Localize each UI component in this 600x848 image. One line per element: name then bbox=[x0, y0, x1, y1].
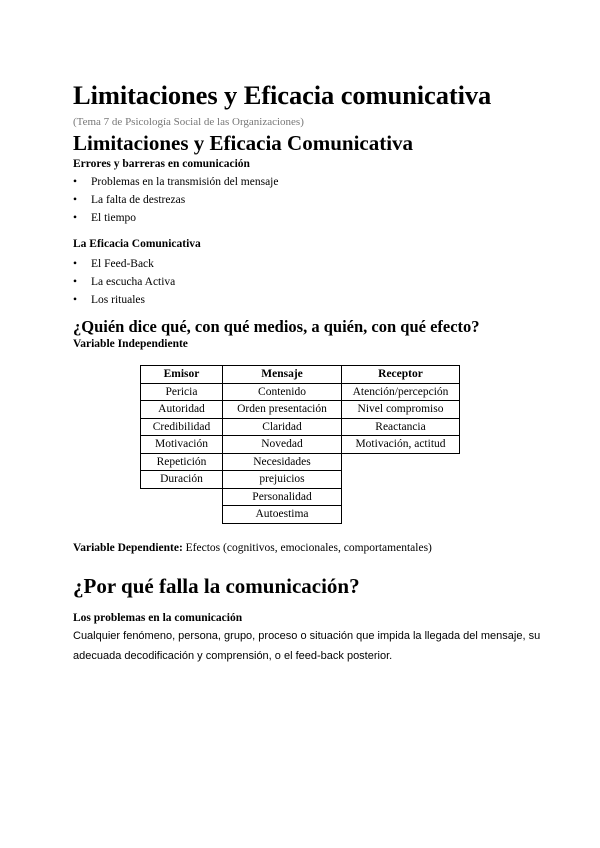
header-receptor: Receptor bbox=[342, 366, 460, 384]
efficacy-label: La Eficacia Comunicativa bbox=[73, 238, 201, 250]
cell-mensaje: Autoestima bbox=[223, 506, 342, 524]
efficacy-list bbox=[73, 255, 175, 309]
cell-empty bbox=[342, 506, 460, 524]
cell-receptor: Atención/percepción bbox=[342, 383, 460, 401]
section-heading-quien: ¿Quién dice qué, con qué medios, a quién, con qué efecto? bbox=[73, 317, 480, 336]
dep-variable-text: Efectos (cognitivos, emocionales, comportamentales) bbox=[182, 542, 432, 554]
cell-empty bbox=[342, 471, 460, 489]
indep-variable-label: Variable Independiente bbox=[73, 338, 188, 350]
bullet-icon: • bbox=[73, 276, 78, 288]
cell-emisor: Pericia bbox=[141, 383, 223, 401]
table-row bbox=[141, 401, 460, 419]
errors-list bbox=[73, 173, 278, 227]
list-item: • Problemas en la transmisión del mensaje bbox=[73, 173, 278, 191]
cell-empty bbox=[342, 488, 460, 506]
cell-empty bbox=[141, 506, 223, 524]
dep-variable-label: Variable Dependiente: bbox=[73, 542, 183, 554]
list-item: • La falta de destrezas bbox=[73, 191, 278, 209]
table-row bbox=[141, 436, 460, 454]
bullet-icon: • bbox=[73, 294, 78, 306]
cell-empty bbox=[141, 488, 223, 506]
cell-emisor: Autoridad bbox=[141, 401, 223, 419]
cell-emisor: Duración bbox=[141, 471, 223, 489]
cell-emisor: Credibilidad bbox=[141, 418, 223, 436]
table-row bbox=[141, 383, 460, 401]
list-item: • Los rituales bbox=[73, 291, 175, 309]
document-title: Limitaciones y Eficacia comunicativa bbox=[73, 80, 492, 110]
table-row bbox=[141, 471, 460, 489]
table-row bbox=[141, 488, 460, 506]
cell-mensaje: Orden presentación bbox=[223, 401, 342, 419]
table-row bbox=[141, 418, 460, 436]
bullet-icon: • bbox=[73, 212, 78, 224]
table-row bbox=[141, 506, 460, 524]
cell-receptor: Motivación, actitud bbox=[342, 436, 460, 454]
cell-emisor: Motivación bbox=[141, 436, 223, 454]
cell-mensaje: Novedad bbox=[223, 436, 342, 454]
problems-label: Los problemas en la comunicación bbox=[73, 612, 243, 624]
header-mensaje: Mensaje bbox=[223, 366, 342, 384]
section-heading-por-que: ¿Por qué falla la comunicación? bbox=[73, 574, 360, 598]
header-emisor: Emisor bbox=[141, 366, 223, 384]
errors-label: Errores y barreras en comunicación bbox=[73, 158, 250, 170]
table-header-row bbox=[141, 366, 460, 384]
list-item: • El Feed-Back bbox=[73, 255, 175, 273]
cell-mensaje: Personalidad bbox=[223, 488, 342, 506]
document-subtitle: (Tema 7 de Psicología Social de las Organizaciones) bbox=[73, 116, 304, 128]
cell-receptor: Nivel compromiso bbox=[342, 401, 460, 419]
bullet-icon: • bbox=[73, 194, 78, 206]
list-item: • La escucha Activa bbox=[73, 273, 175, 291]
cell-mensaje: Contenido bbox=[223, 383, 342, 401]
bullet-icon: • bbox=[73, 176, 78, 188]
cell-mensaje: Necesidades bbox=[223, 453, 342, 471]
table-row bbox=[141, 453, 460, 471]
dep-variable-line bbox=[73, 542, 432, 554]
cell-empty bbox=[342, 453, 460, 471]
cell-mensaje: Claridad bbox=[223, 418, 342, 436]
cell-mensaje: prejuicios bbox=[223, 471, 342, 489]
bullet-icon: • bbox=[73, 258, 78, 270]
cell-receptor: Reactancia bbox=[342, 418, 460, 436]
list-item: • El tiempo bbox=[73, 209, 278, 227]
variables-table bbox=[140, 365, 460, 524]
section-heading-limitaciones: Limitaciones y Eficacia Comunicativa bbox=[73, 131, 414, 155]
problems-paragraph: Cualquier fenómeno, persona, grupo, proceso o situación que impida la llegada del mensaje, su adecuada decodificación y comprensión, o el feed-back posterior. bbox=[73, 630, 541, 662]
cell-emisor: Repetición bbox=[141, 453, 223, 471]
